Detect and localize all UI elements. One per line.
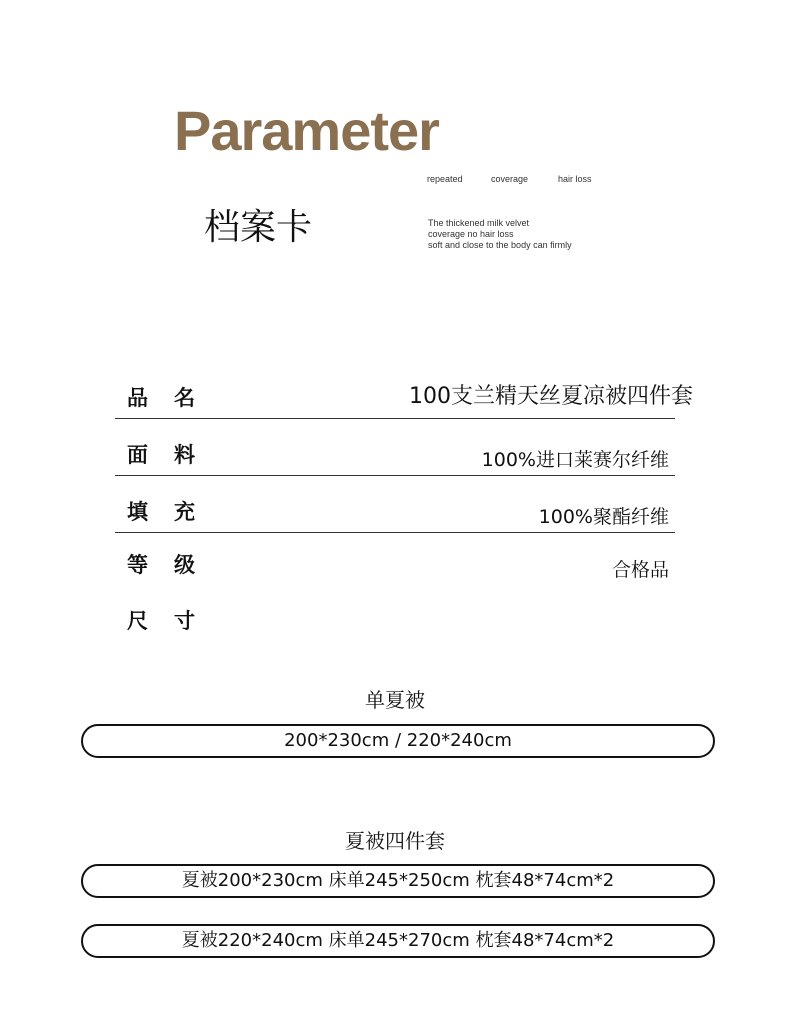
description-line: soft and close to the body can firmly [428,240,572,250]
param-label: 填充 [127,500,221,524]
param-value: 100%进口莱赛尔纤维 [481,449,669,471]
size-option-pill: 夏被220*240cm 床单245*270cm 枕套48*74cm*2 [81,924,715,958]
feature-tags [427,174,592,184]
param-row-grade [115,545,675,585]
feature-tag: coverage [491,174,529,184]
param-label: 尺寸 [127,609,221,633]
param-value: 合格品 [611,559,669,581]
page-title-chinese: 档案卡 [204,207,313,248]
feature-tag: repeated [427,174,463,184]
param-label: 面料 [127,443,221,467]
section-title-quilt-set: 夏被四件套 [345,829,445,853]
product-description [428,218,572,251]
param-label: 等级 [127,553,221,577]
description-line: The thickened milk velvet [428,218,530,228]
param-row-size [115,601,675,641]
param-value: 100%聚酯纤维 [538,506,669,528]
param-row-fabric [115,435,675,476]
size-option-pill: 200*230cm / 220*240cm [81,724,715,758]
param-row-product-name [115,378,693,419]
param-value: 100支兰精天丝夏凉被四件套 [409,384,693,409]
size-option-pill: 夏被200*230cm 床单245*250cm 枕套48*74cm*2 [81,864,715,898]
page-title-english: Parameter [174,99,439,162]
description-line: coverage no hair loss [428,229,514,239]
param-row-filling [115,492,675,533]
param-label: 品名 [127,386,221,410]
feature-tag: hair loss [558,174,592,184]
section-title-single-quilt: 单夏被 [365,688,425,712]
